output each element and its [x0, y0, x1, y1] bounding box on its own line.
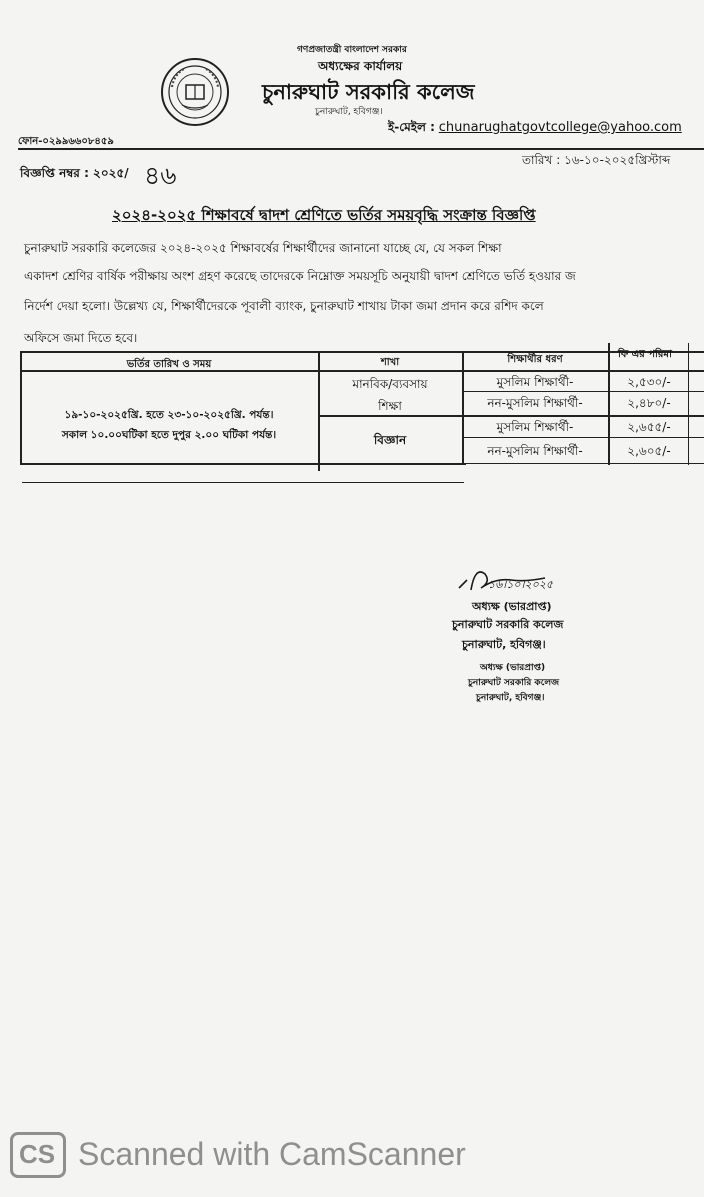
email-label: ই-মেইল : — [388, 120, 435, 134]
fee-amount: ২,৪৮০/- — [627, 396, 671, 410]
header-fee: ফি এর পরিমা — [618, 349, 672, 360]
signatory-title: অধ্যক্ষ (ভারপ্রাপ্ত) — [472, 600, 552, 613]
header-divider — [18, 148, 704, 150]
phone-number: ফোন-০২৯৯৬৬০৮৪৫৯ — [18, 136, 114, 147]
notice-line: নির্দেশ দেয়া হলো। উল্লেখ্য যে, শিক্ষার্থীদেরকে পূবালী ব্যাংক, চুনারুঘাট শাখায় টাকা জমা প্রদান করে রশিদ কলে — [24, 299, 544, 313]
admission-time-range: সকাল ১০.০০ঘটিকা হতে দুপুর ২.০০ ঘটিকা পর্যন্ত। — [61, 429, 277, 441]
college-location: চুনারুঘাট, হবিগঞ্জ। — [315, 107, 383, 117]
camscanner-logo-icon — [10, 1132, 66, 1178]
header-branch: শাখা — [380, 357, 400, 368]
student-type: নন-মুসলিম শিক্ষার্থী- — [487, 396, 583, 410]
branch-humanities-business: মানবিক/ব্যবসায় — [352, 377, 428, 391]
notice-title: ২০২৪-২০২৫ শিক্ষাবর্ষে দ্বাদশ শ্রেণিতে ভর্তির সময়বৃদ্ধি সংক্রান্ত বিজ্ঞপ্তি — [112, 206, 536, 224]
fee-amount: ২,৬৫৫/- — [627, 420, 671, 434]
header-admission-date: ভর্তির তারিখ ও সময় — [126, 359, 212, 370]
signatory-college: চুনারুঘাট সরকারি কলেজ — [452, 618, 564, 631]
notice-line: চুনারুঘাট সরকারি কলেজের ২০২৪-২০২৫ শিক্ষাবর্ষের শিক্ষার্থীদের জানানো যাচ্ছে যে, যে সকল শিক্ষা — [24, 241, 502, 255]
memo-number-label: বিজ্ঞপ্তি নম্বর : ২০২৫/ — [20, 166, 129, 180]
student-type: নন-মুসলিম শিক্ষার্থী- — [487, 444, 583, 458]
student-type: মুসলিম শিক্ষার্থী- — [496, 375, 574, 389]
email-address: chunarughatgovtcollege@yahoo.com — [438, 120, 682, 135]
college-seal-icon — [160, 57, 230, 127]
signature-date: ১৬।১০।২০২৫ — [488, 578, 554, 591]
seal-stamp-place: চুনারুঘাট, হবিগঞ্জ। — [476, 693, 545, 703]
notice-line: অফিসে জমা দিতে হবে। — [24, 331, 138, 345]
scanner-watermark: Scanned with CamScanner — [78, 1136, 466, 1172]
seal-stamp-college: চুনারুঘাট সরকারি কলেজ — [468, 678, 560, 688]
admission-date-range: ১৯-১০-২০২৫খ্রি. হতে ২৩-১০-২০২৫খ্রি. পর্যন্ত। — [64, 409, 274, 421]
notice-line: একাদশ শ্রেণির বার্ষিক পরীক্ষায় অংশ গ্রহণ করেছে তাদেরকে নিম্নোক্ত সময়সূচি অনুযায়ী দ্বাদশ শ্রেণিতে ভর্তি হওয়ার জ — [24, 269, 576, 283]
memo-number-handwritten: ৪৬ — [144, 161, 177, 190]
header-student-type: শিক্ষার্থীর ধরণ — [507, 354, 563, 365]
govt-header: গণপ্রজাতন্ত্রী বাংলাদেশ সরকার — [297, 45, 407, 55]
student-type: মুসলিম শিক্ষার্থী- — [496, 420, 574, 434]
office-header: অধ্যক্ষের কার্যালয় — [318, 59, 403, 73]
email-line — [388, 119, 682, 139]
signatory-place: চুনারুঘাট, হবিগঞ্জ। — [462, 638, 546, 651]
fee-amount: ২,৬০৫/- — [627, 444, 671, 458]
camscanner-logo-text: CS — [19, 1139, 56, 1169]
fee-amount: ২,৫৩০/- — [627, 375, 671, 389]
branch-science: বিজ্ঞান — [373, 433, 407, 447]
branch-humanities-business-2: শিক্ষা — [378, 399, 402, 413]
seal-stamp-title: অধ্যক্ষ (ভারপ্রাপ্ত) — [480, 663, 546, 673]
notice-date: তারিখ : ১৬-১০-২০২৫খ্রিস্টাব্দ — [522, 153, 671, 167]
college-name: চুনারুঘাট সরকারি কলেজ — [262, 80, 475, 104]
